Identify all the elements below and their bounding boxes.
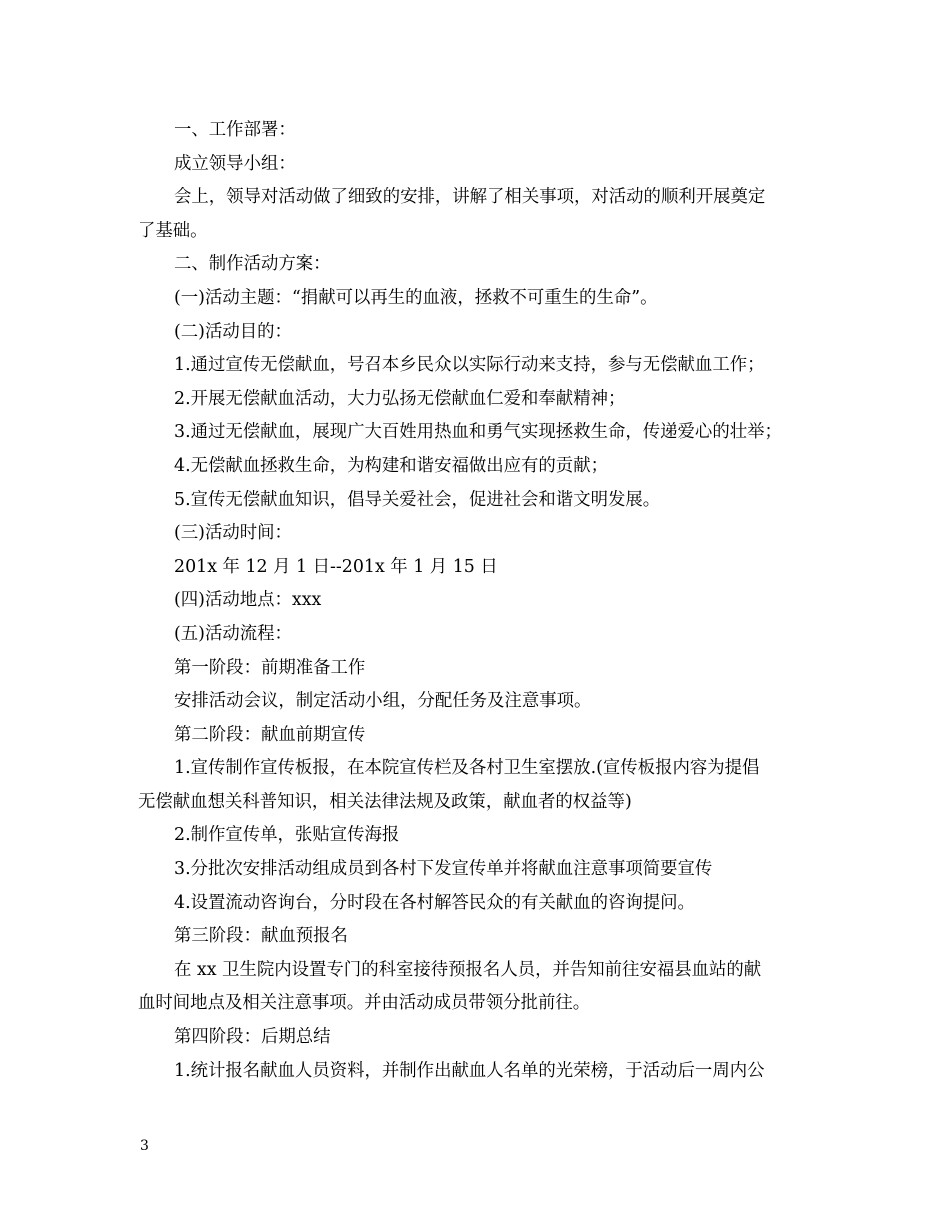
text-line: 3.通过无偿献血，展现广大百姓用热血和勇气实现拯救生命，传递爱心的壮举；	[174, 422, 782, 443]
text-line: (三)活动时间：	[174, 523, 292, 544]
text-line: (四)活动地点：xxx	[174, 590, 322, 611]
text-line: 血时间地点及相关注意事项。并由活动成员带领分批前往。	[138, 993, 591, 1014]
text-line: 了基础。	[138, 220, 208, 241]
page-number: 3	[140, 1138, 149, 1154]
text-line: 3.分批次安排活动组成员到各村下发宣传单并将献血注意事项简要宣传	[174, 859, 713, 880]
text-line: 无偿献血想关科普知识，相关法律法规及政策，献血者的权益等)	[138, 791, 632, 812]
text-line: 1.宣传制作宣传板报，在本院宣传栏及各村卫生室摆放.(宣传板报内容为提倡	[174, 758, 760, 779]
text-line: 2.开展无偿献血活动，大力弘扬无偿献血仁爱和奉献精神；	[174, 388, 626, 409]
text-line: 二、制作活动方案：	[174, 254, 331, 275]
text-line: 在 xx 卫生院内设置专门的科室接待预报名人员，并告知前往安福县血站的献	[174, 959, 762, 980]
text-line: 第四阶段：后期总结	[174, 1027, 331, 1048]
text-line: (一)活动主题：“捐献可以再生的血液，拯救不可重生的生命”。	[174, 287, 658, 308]
text-line: 一、工作部署：	[174, 120, 296, 140]
text-line: (二)活动目的：	[174, 321, 292, 342]
text-line: 1.统计报名献血人员资料，并制作出献血人名单的光荣榜，于活动后一周内公	[174, 1060, 765, 1081]
text-line: 1.通过宣传无偿献血，号召本乡民众以实际行动来支持，参与无偿献血工作；	[174, 355, 765, 376]
text-line: 安排活动会议，制定活动小组，分配任务及注意事项。	[174, 691, 592, 712]
text-line: 2.制作宣传单，张贴宣传海报	[174, 825, 400, 846]
text-line: 5.宣传无偿献血知识，倡导关爱社会，促进社会和谐文明发展。	[174, 489, 661, 510]
text-line: 第一阶段：前期准备工作	[174, 657, 366, 678]
text-line: 201x 年 12 月 1 日--201x 年 1 月 15 日	[174, 556, 498, 577]
text-line: 4.设置流动咨询台，分时段在各村解答民众的有关献血的咨询提问。	[174, 892, 695, 913]
text-line: 成立领导小组：	[174, 153, 296, 174]
text-line: (五)活动流程：	[174, 623, 292, 644]
text-line: 4.无偿献血拯救生命，为构建和谐安福做出应有的贡献；	[174, 455, 608, 476]
text-line: 第二阶段：献血前期宣传	[174, 724, 366, 745]
text-line: 会上，领导对活动做了细致的安排，讲解了相关事项，对活动的顺利开展奠定	[174, 187, 766, 208]
text-line: 第三阶段：献血预报名	[174, 926, 348, 947]
document-body	[138, 114, 818, 1088]
